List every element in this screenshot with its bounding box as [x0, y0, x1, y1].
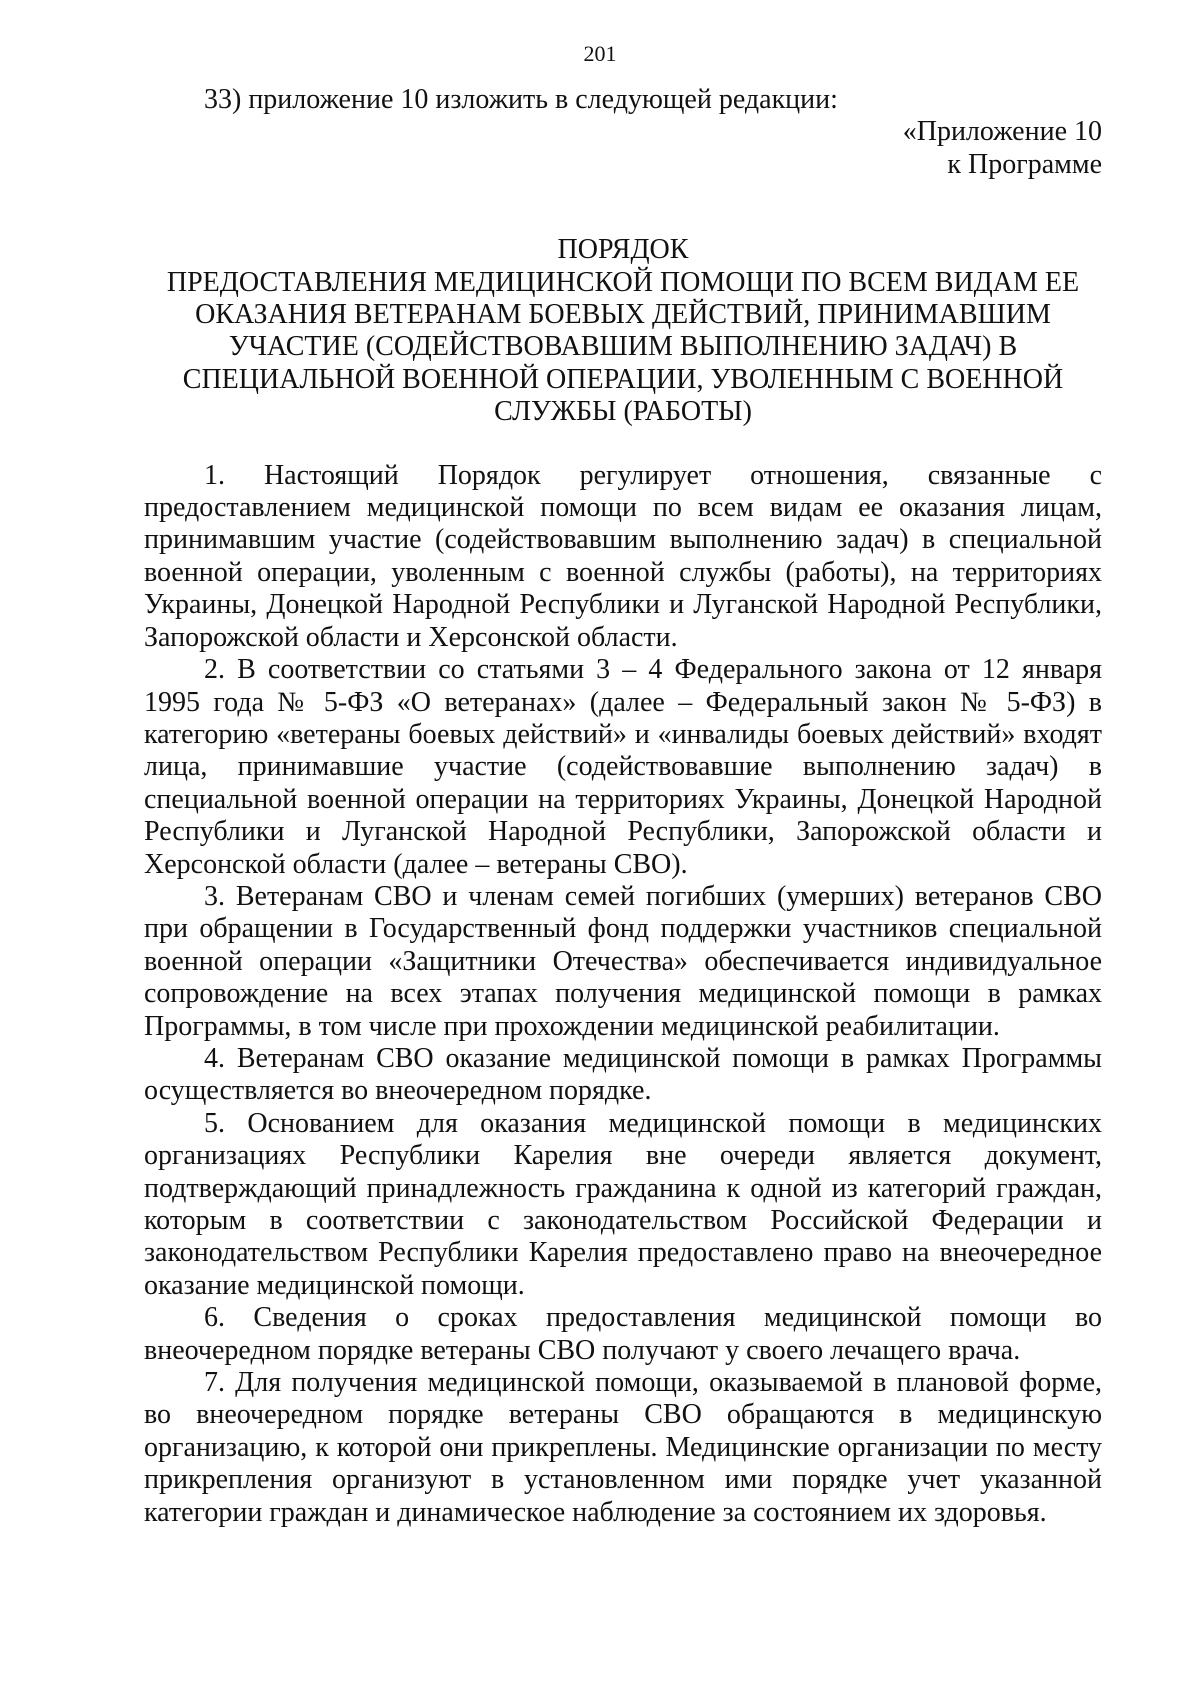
title-line-4: УЧАСТИЕ (СОДЕЙСТВОВАВШИМ ВЫПОЛНЕНИЮ ЗАДАЧ) В [228, 331, 1018, 363]
appendix-reference [144, 116, 1102, 181]
page-number: 201 [583, 41, 617, 66]
paragraph-6: 6. Сведения о сроках предоставления медицинской помощи во внеочередном порядке ветераны СВО получают у своего лечащего врача. [144, 1302, 1102, 1366]
paragraph-list [144, 460, 1102, 1529]
appendix-reference-line-2: к Программе [947, 148, 1102, 180]
paragraph-2: 2. В соответствии со статьями 3 – 4 Федерального закона от 12 января 1995 года № 5-ФЗ «О ветеранах» (далее – Федеральный закон № 5-ФЗ) в категорию «ветераны боевых действий» и «инвалиды боевых действий» входят лица, принимавшие участие (содействовавшие выполнению задач) в специальной военной операции на территориях Украины, Донецкой Народной Республики и Луганской Народной Республики, Запорожской области и Херсонской области (далее – ветераны СВО). [144, 654, 1102, 880]
paragraph-3: 3. Ветеранам СВО и членам семей погибших (умерших) ветеранов СВО при обращении в Государственный фонд поддержки участников специальной военной операции «Защитники Отечества» обеспечивается индивидуальное сопровождение на всех этапах получения медицинской помощи в рамках Программы, в том числе при прохождении медицинской реабилитации. [144, 880, 1102, 1042]
title-line-6: СЛУЖБЫ (РАБОТЫ) [494, 396, 752, 428]
paragraph-4: 4. Ветеранам СВО оказание медицинской помощи в рамках Программы осуществляется во внеочередном порядке. [144, 1042, 1102, 1107]
appendix-reference-line-1: «Приложение 10 [902, 116, 1102, 148]
paragraph-1: 1. Настоящий Порядок регулирует отношения, связанные с предоставлением медицинской помощи по всем видам ее оказания лицам, принимавшим участие (содействовавшим выполнению задач) в специальной военной операции, уволенным с военной службы (работы), на территориях Украины, Донецкой Народной Республики и Луганской Народной Республики, Запорожской области и Херсонской области. [144, 459, 1102, 653]
title-line-3: ОКАЗАНИЯ ВЕТЕРАНАМ БОЕВЫХ ДЕЙСТВИЙ, ПРИНИМАВШИМ [195, 299, 1051, 331]
paragraph-5: 5. Основанием для оказания медицинской помощи в медицинских организациях Республики Карелия вне очереди является документ, подтверждающий принадлежность гражданина к одной из категорий граждан, которым в соответствии с законодательством Российской Федерации и законодательством Республики Карелия предоставлено право на внеочередное оказание медицинской помощи. [144, 1107, 1102, 1301]
title-line-2: ПРЕДОСТАВЛЕНИЯ МЕДИЦИНСКОЙ ПОМОЩИ ПО ВСЕМ ВИДАМ ЕЕ [166, 266, 1080, 298]
title-line-1: ПОРЯДОК [557, 234, 689, 266]
title-line-5: СПЕЦИАЛЬНОЙ ВОЕННОЙ ОПЕРАЦИИ, УВОЛЕННЫМ С ВОЕННОЙ [182, 363, 1064, 395]
amendment-intro: 33) приложение 10 изложить в следующей редакции: [204, 84, 838, 115]
document-body [144, 84, 1102, 1529]
document-title [144, 234, 1102, 428]
paragraph-7: 7. Для получения медицинской помощи, оказываемой в плановой форме, во внеочередном порядке ветераны СВО обращаются в медицинскую организацию, к которой они прикреплены. Медицинские организации по месту прикрепления организуют в установленном ими порядке учет указанной категории граждан и динамическое наблюдение за состоянием их здоровья. [144, 1367, 1102, 1528]
